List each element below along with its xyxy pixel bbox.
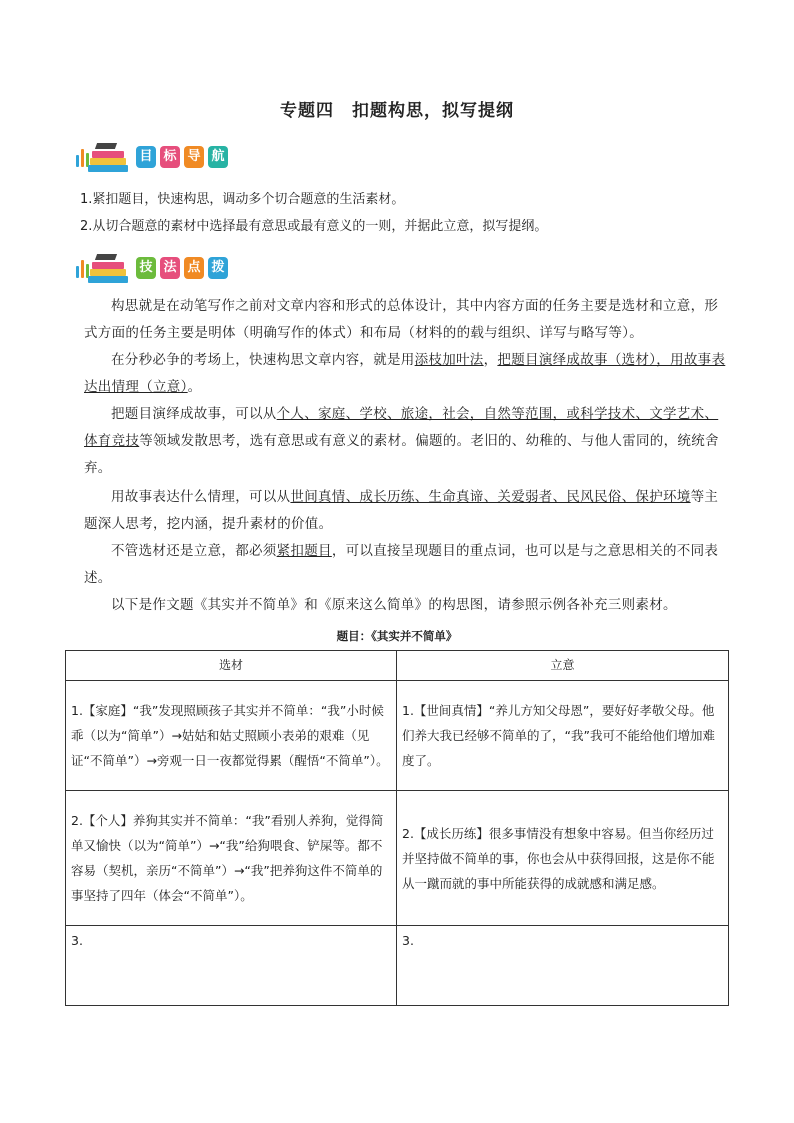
banner-char: 拨 — [208, 257, 228, 279]
goals-banner-label — [136, 146, 228, 168]
paragraph: 用故事表达什么情理，可以从世间真情、成长历练、生命真谛、关爱弱者、民风民俗、保护环境等主题深人思考，挖内涵，提升素材的价值。 — [84, 489, 719, 532]
table-cell[interactable]: 3. — [66, 926, 397, 1006]
skills-banner — [74, 250, 228, 286]
table-cell: 2.【成长历练】很多事情没有想象中容易。但当你经历过并坚持做不简单的事，你也会从中获得回报，这是你不能从一蹴而就的事中所能获得的成就感和满足感。 — [397, 791, 729, 926]
table-cell: 1.【家庭】“我”发现照顾孩子其实并不简单：“我”小时候乖（以为“简单”）→姑姑和姑丈照顾小表弟的艰难（见证“不简单”）→旁观一日一夜都觉得累（醒悟“不简单”）。 — [66, 681, 397, 791]
table-cell: 2.【个人】养狗其实并不简单：“我”看别人养狗，觉得简单又愉快（以为“简单”）→“我”给狗喂食、铲屎等。都不容易（契机，亲历“不简单”）→“我”把养狗这件不简单的事坚持了四年（体会“不简单”）。 — [66, 791, 397, 926]
banner-char: 点 — [184, 257, 204, 279]
table-row — [66, 791, 729, 926]
column-header-material: 选材 — [66, 651, 397, 681]
banner-char: 航 — [208, 146, 228, 168]
table-cell: 1.【世间真情】“养儿方知父母恩”，要好好孝敬父母。他们养大我已经够不简单的了，“我”我可不能给他们增加难度了。 — [397, 681, 729, 791]
paragraph: 以下是作文题《其实并不简单》和《原来这么简单》的构思图，请参照示例各补充三则素材。 — [111, 597, 677, 613]
books-icon — [74, 141, 134, 173]
banner-char: 目 — [136, 146, 156, 168]
table-cell[interactable]: 3. — [397, 926, 729, 1006]
books-icon — [74, 252, 134, 284]
skills-banner-label — [136, 257, 228, 279]
goal-item: 1.紧扣题目，快速构思，调动多个切合题意的生活素材。 — [80, 192, 405, 207]
paragraph: 把题目演绎成故事，可以从个人、家庭、学校、旅途，社会，自然等范围，或科学技术、文学艺术、体育竞技等领域发散思考，选有意思或有意义的素材。偏题的。老旧的、幼稚的、与他人雷同的，统统舍弃。 — [84, 406, 719, 476]
banner-char: 法 — [160, 257, 180, 279]
table-header-row — [66, 651, 729, 681]
material-table — [65, 650, 729, 1006]
paragraph: 在分秒必争的考场上，快速构思文章内容，就是用添枝加叶法，把题目演绎成故事（选材），用故事表达出情理（立意）。 — [84, 352, 726, 395]
page-title: 专题四 扣题构思，拟写提纲 — [280, 101, 514, 121]
paragraph: 不管选材还是立意，都必须紧扣题目，可以直接呈现题目的重点词，也可以是与之意思相关的不同表述。 — [84, 543, 719, 586]
banner-char: 导 — [184, 146, 204, 168]
goal-item: 2.从切合题意的素材中选择最有意思或最有意义的一则，并据此立意，拟写提纲。 — [80, 219, 548, 234]
paragraph: 构思就是在动笔写作之前对文章内容和形式的总体设计，其中内容方面的任务主要是选材和立意，形式方面的任务主要是明体（明确写作的体式）和布局（材料的的载与组织、详写与略写等）。 — [84, 298, 719, 341]
banner-char: 标 — [160, 146, 180, 168]
table-row — [66, 926, 729, 1006]
table-row — [66, 681, 729, 791]
goals-banner — [74, 139, 228, 175]
table-caption: 题目：《其实并不简单》 — [336, 629, 458, 643]
banner-char: 技 — [136, 257, 156, 279]
column-header-theme: 立意 — [397, 651, 729, 681]
